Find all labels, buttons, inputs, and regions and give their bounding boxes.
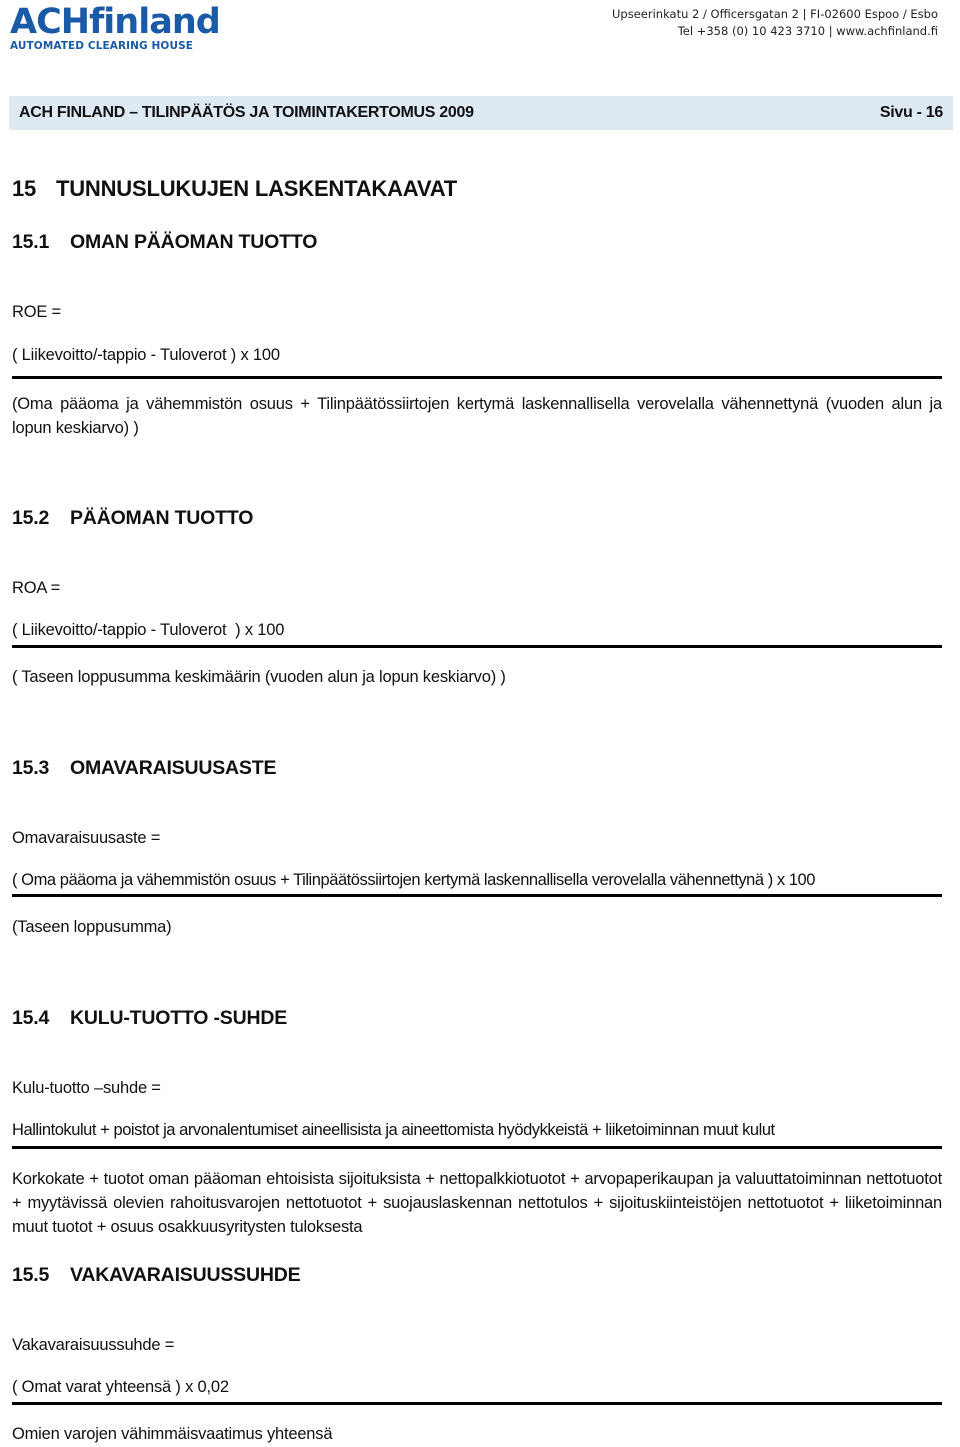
formula-label: Vakavaraisuussuhde = bbox=[12, 1336, 175, 1354]
subsection-heading bbox=[12, 231, 317, 254]
subsection-number: 15.2 bbox=[12, 507, 50, 529]
formula-label: ROA = bbox=[12, 579, 61, 597]
formula-denominator: Omien varojen vähimmäisvaatimus yhteensä bbox=[12, 1425, 333, 1443]
formula-numerator: ( Liikevoitto/-tappio - Tuloverot ) x 100 bbox=[12, 621, 285, 639]
subsection-title: OMAVARAISUUSASTE bbox=[70, 757, 277, 779]
document-banner bbox=[9, 96, 953, 130]
formula-numerator: ( Oma pääoma ja vähemmistön osuus + Tilinpäätössiirtojen kertymä laskennallisella verovelalla vähennettynä ) x 100 bbox=[12, 871, 816, 889]
formula-numerator: ( Omat varat yhteensä ) x 0,02 bbox=[12, 1378, 229, 1396]
formula-label: Omavaraisuusaste = bbox=[12, 829, 161, 847]
logo-tagline: AUTOMATED CLEARING HOUSE bbox=[10, 40, 194, 52]
section-heading bbox=[12, 176, 457, 202]
contact-line: Tel +358 (0) 10 423 3710 | www.achfinland.fi bbox=[677, 24, 938, 38]
section-title: TUNNUSLUKUJEN LASKENTAKAAVAT bbox=[56, 176, 457, 201]
address-line: Upseerinkatu 2 / Officersgatan 2 | FI-02600 Espoo / Esbo bbox=[612, 7, 938, 21]
contact-block bbox=[612, 6, 938, 40]
formula-denominator: (Oma pääoma ja vähemmistön osuus + Tilinpäätössiirtojen kertymä laskennallisella verovelalla vähennettynä (vuoden alun ja lopun keskiarvo) ) bbox=[12, 395, 942, 437]
fraction-line bbox=[12, 894, 942, 897]
formula-numerator: ( Liikevoitto/-tappio - Tuloverot ) x 100 bbox=[12, 346, 280, 364]
formula-denominator: ( Taseen loppusumma keskimäärin (vuoden alun ja lopun keskiarvo) ) bbox=[12, 668, 506, 686]
document-title: ACH FINLAND – TILINPÄÄTÖS JA TOIMINTAKERTOMUS 2009 bbox=[19, 104, 474, 121]
company-logo bbox=[10, 2, 220, 52]
fraction-line bbox=[12, 1402, 942, 1405]
subsection-title: VAKAVARAISUUSSUHDE bbox=[70, 1264, 301, 1286]
formula-denominator: Korkokate + tuotot oman pääoman ehtoisista sijoituksista + nettopalkkiotuotot + arvopaperikaupan ja valuuttatoiminnan nettotuotot + myytävissä olevien rahoitusvarojen nettotuotot + suojauslaskennan nettotulos + sijoituskiinteistöjen nettotuotot + liiketoiminnan muut tuotot + osuus osakkuusyritysten tuloksesta bbox=[12, 1170, 942, 1236]
subsection-number: 15.3 bbox=[12, 757, 50, 779]
formula-numerator: Hallintokulut + poistot ja arvonalentumiset aineellisista ja aineettomista hyödykkeistä + liiketoiminnan muut kulut bbox=[12, 1121, 775, 1139]
page-number: Sivu - 16 bbox=[879, 104, 943, 121]
subsection-title: KULU-TUOTTO -SUHDE bbox=[70, 1007, 288, 1029]
logo-wordmark: ACHfinland bbox=[10, 2, 220, 42]
fraction-line bbox=[12, 1146, 942, 1149]
subsection-title: OMAN PÄÄOMAN TUOTTO bbox=[70, 231, 318, 253]
subsection-number: 15.1 bbox=[12, 231, 50, 253]
subsection-title: PÄÄOMAN TUOTTO bbox=[70, 507, 254, 529]
subsection-heading bbox=[12, 757, 276, 780]
formula-label: ROE = bbox=[12, 303, 61, 321]
subsection-heading bbox=[12, 507, 253, 530]
section-number: 15 bbox=[12, 176, 37, 201]
subsection-heading bbox=[12, 1264, 300, 1287]
fraction-line bbox=[12, 645, 942, 648]
formula-label: Kulu-tuotto –suhde = bbox=[12, 1079, 161, 1097]
subsection-number: 15.4 bbox=[12, 1007, 50, 1029]
subsection-number: 15.5 bbox=[12, 1264, 50, 1286]
subsection-heading bbox=[12, 1007, 287, 1030]
fraction-line bbox=[12, 376, 942, 379]
formula-denominator: (Taseen loppusumma) bbox=[12, 918, 172, 936]
